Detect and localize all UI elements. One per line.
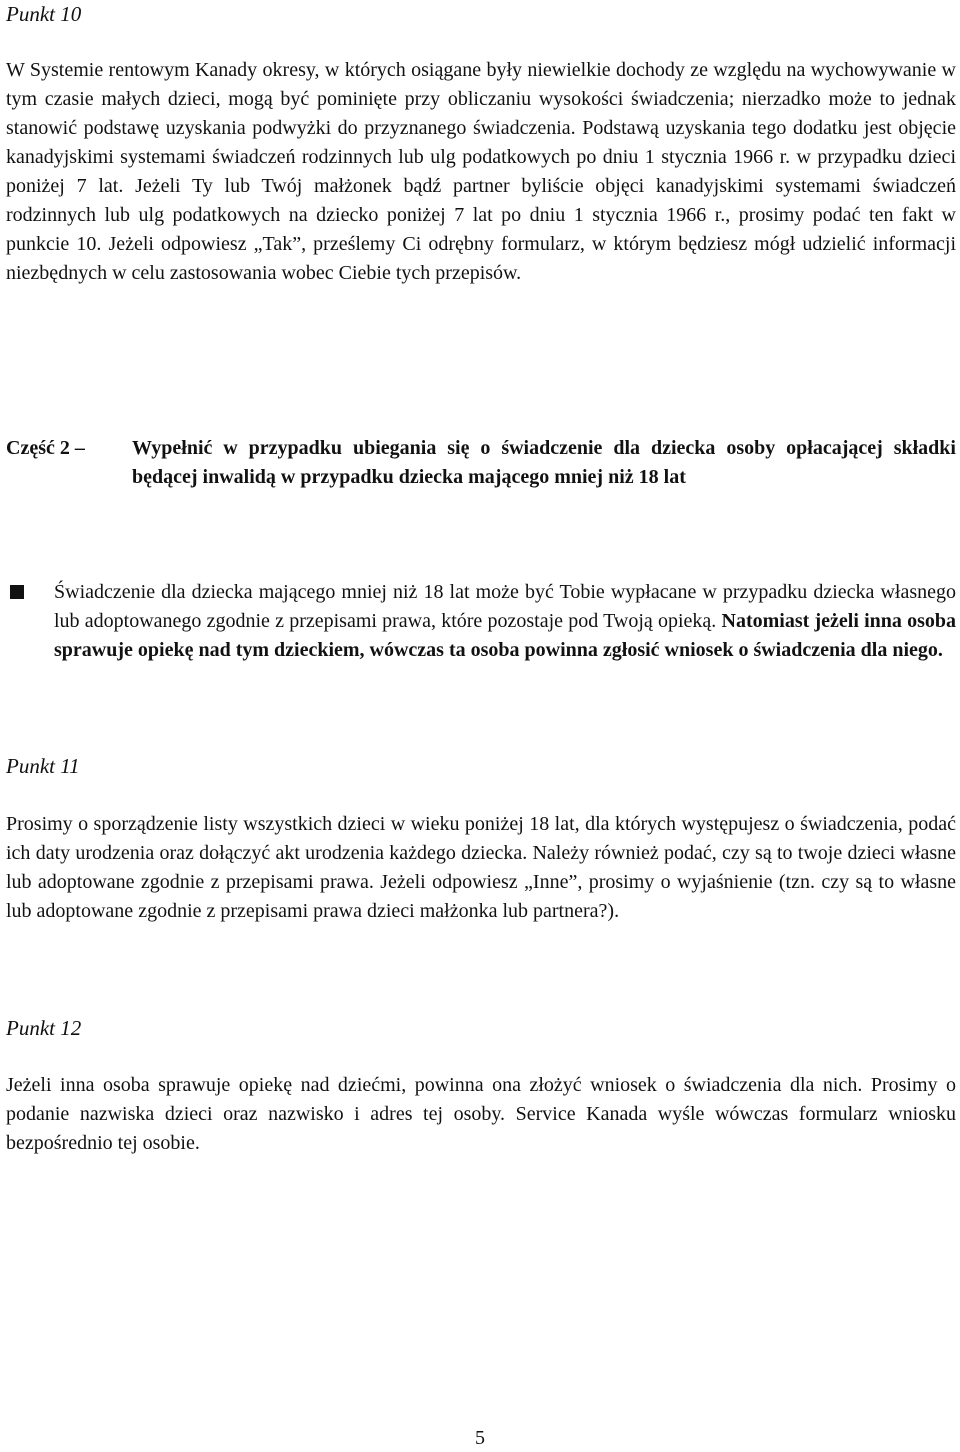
czesc-2-heading — [6, 434, 956, 492]
punkt-10-paragraph: W Systemie rentowym Kanady okresy, w których osiągane były niewielkie dochody ze względu na wychowywanie w tym czasie małych dzieci, mogą być pominięte przy obliczaniu wysokości świadczenia; nierzadko może to jednak stanowić podstawę uzyskania podwyżki do przyznanego świadczenia. Podstawą uzyskania tego dodatku jest objęcie kanadyjskimi systemami świadczeń rodzinnych lub ulg podatkowych po dniu 1 stycznia 1966 r. w przypadku dzieci poniżej 7 lat. Jeżeli Ty lub Twój małżonek bądź partner byliście objęci kanadyjskimi systemami świadczeń rodzinnych lub ulg podatkowych na dziecko poniżej 7 lat po dniu 1 stycznia 1966 r., prosimy podać ten fakt w punkcie 10. Jeżeli odpowiesz „Tak”, prześlemy Ci odrębny formularz, w którym będziesz mógł udzielić informacji niezbędnych w celu zastosowania wobec Ciebie tych przepisów. — [6, 59, 956, 284]
square-bullet-icon — [10, 585, 24, 599]
page-number: 5 — [475, 1427, 485, 1449]
czesc-2-title: Wypełnić w przypadku ubiegania się o świadczenie dla dziecka osoby opłacającej składki będącej inwalidą w przypadku dziecka mającego mniej niż 18 lat — [132, 437, 956, 488]
punkt-11-paragraph: Prosimy o sporządzenie listy wszystkich dzieci w wieku poniżej 18 lat, dla których występujesz o świadczenia, podać ich daty urodzenia oraz dołączyć akt urodzenia każdego dziecka. Należy również podać, czy są to twoje dzieci własne lub adoptowane zgodnie z przepisami prawa. Jeżeli odpowiesz „Inne”, prosimy o wyjaśnienie (tzn. czy są to własne lub adoptowane zgodnie z przepisami prawa dzieci małżonka lub partnera?). — [6, 813, 956, 922]
czesc-2-label: Część 2 – — [6, 437, 85, 459]
bullet-text-regular: Świadczenie dla dziecka mającego mniej niż 18 lat może być Tobie wypłacane w przypadku dziecka własnego lub adoptowanego zgodnie z przepisami prawa, które pozostaje pod Twoją opieką. — [54, 581, 956, 632]
punkt-12-paragraph: Jeżeli inna osoba sprawuje opiekę nad dziećmi, powinna ona złożyć wniosek o świadczenia dla nich. Prosimy o podanie nazwiska dzieci oraz nazwisko i adres tej osoby. Service Kanada wyśle wówczas formularz wniosku bezpośrednio tej osobie. — [6, 1074, 956, 1154]
punkt-12-heading: Punkt 12 — [6, 1016, 82, 1040]
bullet-text — [54, 578, 956, 665]
bullet-item — [6, 578, 956, 665]
punkt-10-heading: Punkt 10 — [6, 2, 82, 26]
bullet-text-bold: Natomiast jeżeli inna osoba sprawuje opiekę nad tym dzieckiem, wówczas ta osoba powinna zgłosić wniosek o świadczenia dla niego. — [54, 610, 956, 661]
punkt-11-heading: Punkt 11 — [6, 754, 80, 778]
